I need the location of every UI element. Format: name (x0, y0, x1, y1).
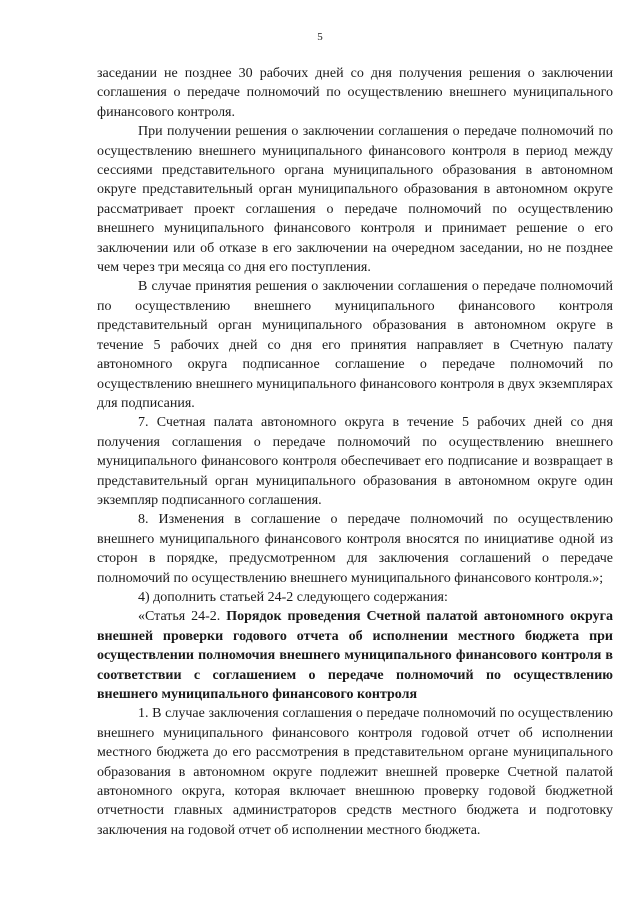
paragraph-article-item-1: 1. В случае заключения соглашения о передаче полномочий по осуществлению внешнего муниципального финансового контроля годовой отчет об исполнении местного бюджета до его рассмотрения в представительном органе муниципального образования в автономном округе подлежит внешней проверке Счетной палатой автономного округа, которая включает внешнюю проверку годовой бюджетной отчетности главных администраторов средств местного бюджета и подготовку заключения на годовой отчет об исполнении местного бюджета. (97, 706, 613, 838)
page-number: 5 (317, 31, 323, 43)
paragraph-item-7: 7. Счетная палата автономного округа в течение 5 рабочих дней со дня получения соглашения о передаче полномочий по осуществлению внешнего муниципального финансового контроля обеспечивает его подписание и возвращает в представительный орган муниципального образования в автономном округе один экземпляр подписанного соглашения. (97, 415, 613, 508)
article-title: Порядок проведения Счетной палатой автономного округа внешней проверки годового отчета об исполнении местного бюджета при осуществлении полномочия внешнего муниципального финансового контроля в соответствии с соглашением о передаче полномочий по осуществлению внешнего муниципального финансового контроля (97, 609, 613, 702)
article-24-2-heading (97, 607, 613, 704)
document-body (97, 64, 613, 840)
article-number: «Статья 24-2. (138, 609, 227, 625)
paragraph-receipt-between-sessions: При получении решения о заключении соглашения о передаче полномочий по осуществлению внешнего муниципального финансового контроля в период между сессиями представительного органа муниципального образования в автономном округе представительный орган муниципального образования в автономном округе рассматривает проект соглашения о передаче полномочий по осуществлению внешнего муниципального финансового контроля и принимает решение о его заключении или об отказе в его заключении на очередном заседании, но не позднее чем через три месяца со дня его поступления. (97, 124, 613, 276)
paragraph-continuation: заседании не позднее 30 рабочих дней со дня получения решения о заключении соглашения о передаче полномочий по осуществлению внешнего муниципального финансового контроля. (97, 66, 613, 120)
paragraph-decision-adopted: В случае принятия решения о заключении соглашения о передаче полномочий по осуществлению внешнего муниципального финансового контроля представительный орган муниципального образования в автономном округе в течение 5 рабочих дней со дня его принятия направляет в Счетную палату автономного округа подписанное соглашение о передаче полномочий по осуществлению внешнего муниципального финансового контроля в двух экземплярах для подписания. (97, 279, 613, 411)
paragraph-amendment-4: 4) дополнить статьей 24-2 следующего содержания: (138, 589, 448, 605)
paragraph-item-8: 8. Изменения в соглашение о передаче полномочий по осуществлению внешнего муниципального финансового контроля вносятся по инициативе одной из сторон в порядке, предусмотренном для заключения соглашений о передаче полномочий по осуществлению внешнего муниципального финансового контроля.»; (97, 512, 613, 586)
